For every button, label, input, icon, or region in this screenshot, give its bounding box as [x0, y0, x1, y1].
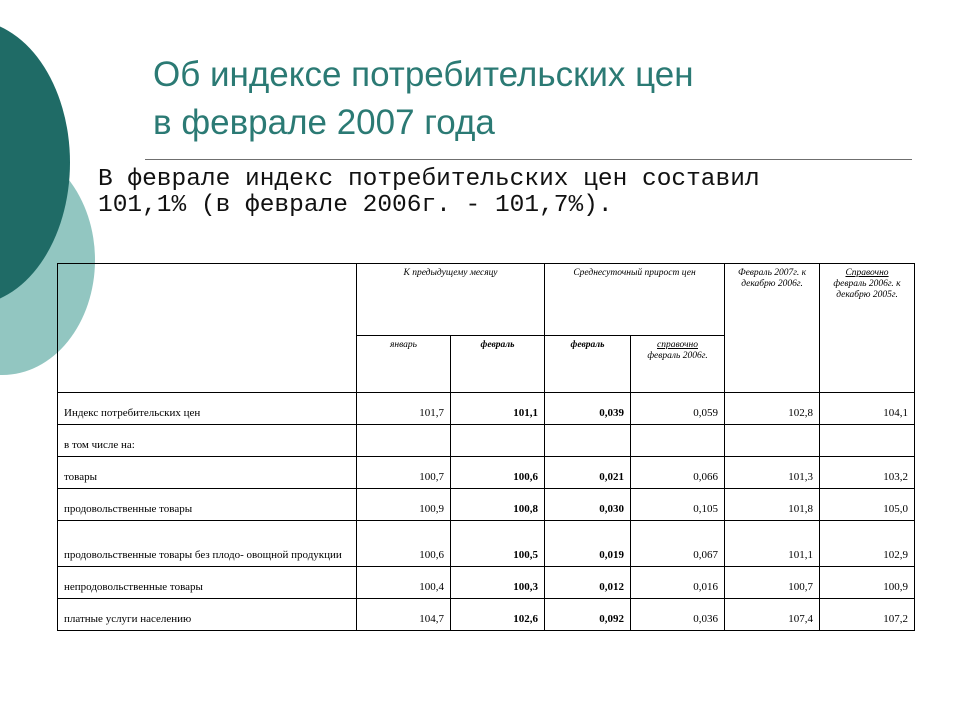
slide-subtitle-line-2: 101,1% (в феврале 2006г. - 101,7%). — [98, 192, 613, 219]
cell-feb-to-dec: 102,8 — [725, 393, 820, 425]
cell-ref-feb-to-dec: 104,1 — [820, 393, 915, 425]
header-prev-month: К предыдущему месяцу — [357, 264, 545, 336]
row-label: товары — [58, 457, 357, 489]
cell-january: 101,7 — [357, 393, 451, 425]
slide-title-line-2: в феврале 2007 года — [153, 103, 495, 142]
header-ref-rest: февраль 2006г. к декабрю 2005г. — [833, 279, 901, 300]
header-january: январь — [357, 336, 451, 393]
cell-january — [357, 425, 451, 457]
header-ref-feb-to-dec — [820, 264, 915, 393]
header-february: февраль — [451, 336, 545, 393]
header-february-avg: февраль — [545, 336, 631, 393]
cell-avg-february: 0,021 — [545, 457, 631, 489]
table-row — [58, 521, 915, 567]
cell-feb-to-dec: 101,1 — [725, 521, 820, 567]
header-ref-february — [631, 336, 725, 393]
cell-february — [451, 425, 545, 457]
cell-feb-to-dec: 107,4 — [725, 599, 820, 631]
row-label: продовольственные товары без плодо- овощной продукции — [58, 521, 357, 567]
header-empty-cell — [58, 264, 357, 393]
cell-avg-ref: 0,105 — [631, 489, 725, 521]
cell-avg-february: 0,012 — [545, 567, 631, 599]
cell-avg-february: 0,092 — [545, 599, 631, 631]
table-row — [58, 599, 915, 631]
table-header-row-1 — [58, 264, 915, 336]
cell-january: 100,6 — [357, 521, 451, 567]
cell-feb-to-dec: 101,8 — [725, 489, 820, 521]
row-label: непродовольственные товары — [58, 567, 357, 599]
cell-ref-feb-to-dec: 103,2 — [820, 457, 915, 489]
cell-avg-ref: 0,059 — [631, 393, 725, 425]
cell-january: 100,7 — [357, 457, 451, 489]
header-feb-to-dec: Февраль 2007г. к декабрю 2006г. — [725, 264, 820, 393]
cell-february: 100,3 — [451, 567, 545, 599]
cell-february: 100,8 — [451, 489, 545, 521]
cell-avg-ref: 0,036 — [631, 599, 725, 631]
cell-ref-feb-to-dec: 100,9 — [820, 567, 915, 599]
cell-february: 100,5 — [451, 521, 545, 567]
header-ref-feb-rest: февраль 2006г. — [647, 351, 708, 361]
slide-subtitle-line-1: В феврале индекс потребительских цен составил — [98, 166, 760, 193]
cell-january: 100,9 — [357, 489, 451, 521]
table-row — [58, 425, 915, 457]
cell-feb-to-dec — [725, 425, 820, 457]
cell-ref-feb-to-dec — [820, 425, 915, 457]
table-body — [58, 393, 915, 631]
cell-avg-february: 0,030 — [545, 489, 631, 521]
cell-avg-ref: 0,016 — [631, 567, 725, 599]
cell-february: 100,6 — [451, 457, 545, 489]
cell-ref-feb-to-dec: 105,0 — [820, 489, 915, 521]
cell-february: 101,1 — [451, 393, 545, 425]
cell-avg-ref: 0,066 — [631, 457, 725, 489]
row-label: Индекс потребительских цен — [58, 393, 357, 425]
table-row — [58, 457, 915, 489]
cell-avg-february: 0,039 — [545, 393, 631, 425]
cell-feb-to-dec: 101,3 — [725, 457, 820, 489]
cell-ref-feb-to-dec: 102,9 — [820, 521, 915, 567]
slide-title — [153, 51, 873, 147]
slide-title-line-1: Об индексе потребительских цен — [153, 55, 694, 94]
table-row — [58, 567, 915, 599]
cell-february: 102,6 — [451, 599, 545, 631]
cpi-table — [57, 263, 915, 631]
header-avg-daily-growth: Среднесуточный прирост цен — [545, 264, 725, 336]
cell-feb-to-dec: 100,7 — [725, 567, 820, 599]
cell-avg-ref — [631, 425, 725, 457]
header-ref-word: Справочно — [845, 268, 889, 278]
header-ref-feb-word: справочно — [657, 340, 698, 350]
cell-january: 100,4 — [357, 567, 451, 599]
row-label: платные услуги населению — [58, 599, 357, 631]
table-row — [58, 393, 915, 425]
title-divider — [145, 159, 912, 160]
cell-avg-february — [545, 425, 631, 457]
cell-avg-february: 0,019 — [545, 521, 631, 567]
cell-avg-ref: 0,067 — [631, 521, 725, 567]
table-row — [58, 489, 915, 521]
row-label: в том числе на: — [58, 425, 357, 457]
cell-january: 104,7 — [357, 599, 451, 631]
slide-subtitle — [98, 167, 908, 219]
cell-ref-feb-to-dec: 107,2 — [820, 599, 915, 631]
row-label: продовольственные товары — [58, 489, 357, 521]
